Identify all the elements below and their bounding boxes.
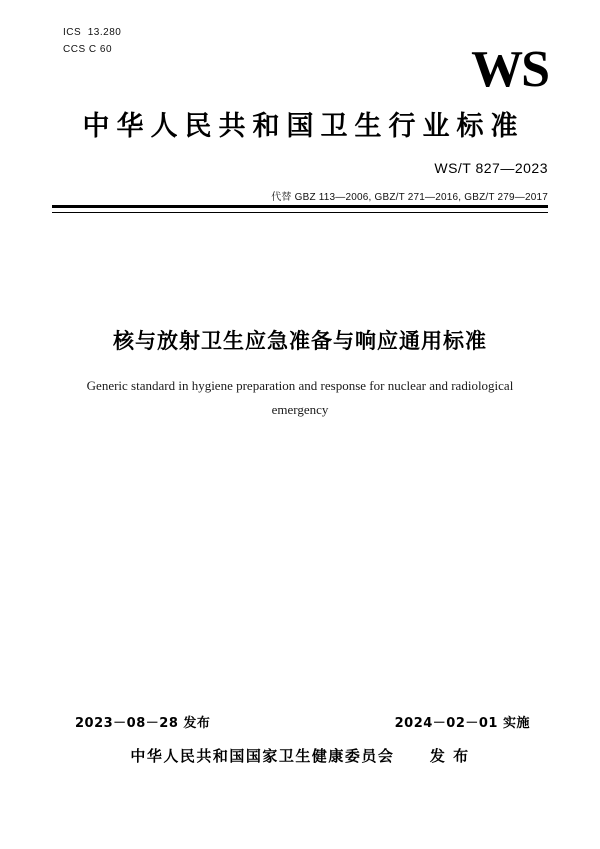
document-title-english	[60, 374, 540, 422]
page-title: 中华人民共和国卫生行业标准	[82, 111, 525, 142]
standard-classification-meta	[63, 24, 121, 58]
publisher-line	[0, 745, 600, 766]
ccs-code: CCS C 60	[63, 44, 113, 55]
document-title-english-line2: emergency	[271, 402, 329, 417]
replaced-standards: 代替 GBZ 113—2006, GBZ/T 271—2016, GBZ/T 279—2017	[271, 192, 548, 203]
divider-thin	[52, 212, 548, 213]
standard-number: WS/T 827—2023	[434, 160, 548, 176]
document-title-chinese: 核与放射卫生应急准备与响应通用标准	[113, 329, 487, 353]
ics-code: ICS 13.280	[63, 27, 122, 38]
issue-date: 2023－08－28 发布	[75, 716, 211, 731]
divider-thick	[52, 205, 548, 208]
document-title-english-line1: Generic standard in hygiene preparation and response for nuclear and radiological	[86, 378, 514, 393]
publisher-suffix: 发 布	[429, 747, 470, 765]
ws-logo: WS	[471, 41, 548, 98]
publisher-name: 中华人民共和国国家卫生健康委员会	[130, 747, 395, 765]
implementation-date: 2024－02－01 实施	[394, 716, 530, 731]
